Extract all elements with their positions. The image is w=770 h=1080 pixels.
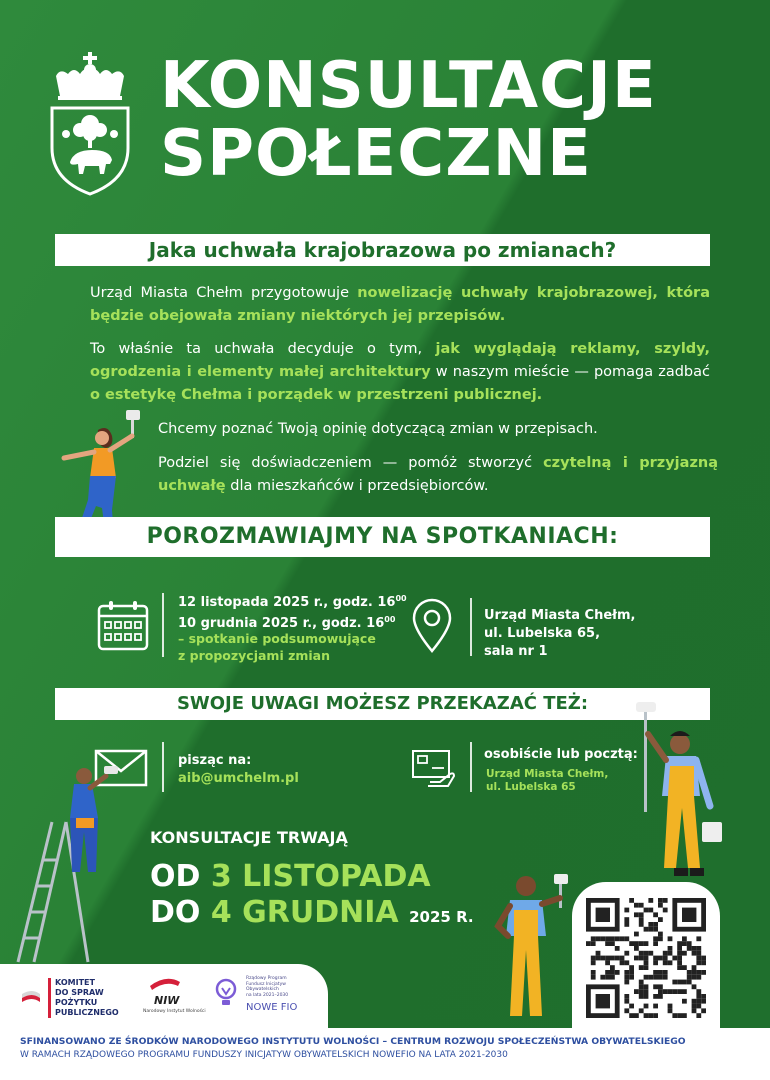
chelm-crest-icon [46, 50, 134, 198]
duration-from: OD 3 LISTOPADA [150, 859, 431, 894]
worker-roller-illustration [630, 700, 726, 886]
duration-label: KONSULTACJE TRWAJĄ [150, 828, 348, 847]
opinion-paragraph: Chcemy poznać Twoją opinię dotyczącą zmian w przepisach. [158, 421, 598, 437]
intro-paragraph [90, 282, 710, 328]
email-address: aib@umchelm.pl [178, 771, 299, 786]
meeting-date-2: 10 grudnia 2025 r., godz. $16^{00}$ [178, 615, 396, 631]
post-label: osobiście lub pocztą: [484, 747, 638, 762]
divider [470, 598, 472, 656]
title-line-2: SPOŁECZNE [160, 117, 592, 191]
meeting-note-2: z propozycjami zmian [178, 648, 330, 663]
share-text-2: dla mieszkańców i przedsiębiorców. [225, 478, 489, 494]
place-line-2: ul. Lubelska 65, [484, 626, 601, 641]
scope-text-2: w naszym mieście — pomaga zadbać [430, 364, 710, 380]
post-address-1: Urząd Miasta Chełm, [486, 768, 609, 780]
page-title [160, 49, 740, 191]
duration-to: DO 4 GRUDNIA 2025 R. [150, 895, 474, 930]
calendar-icon [96, 598, 150, 652]
scope-highlight-2: o estetykę Chełma i porządek w przestrzeni publicznej. [90, 387, 543, 403]
qr-container [572, 882, 720, 1028]
footer-program-line: W RAMACH RZĄDOWEGO PROGRAMU FUNDUSZY INICJATYW OBYWATELSKICH NOWEFIO NA LATA 2021-2030 [20, 1050, 508, 1060]
place-line-1: Urząd Miasta Chełm, [484, 608, 636, 623]
share-text-1: Podziel się doświadczeniem — pomóż stworzyć [158, 455, 544, 471]
niw-logo: NIW [154, 994, 180, 1007]
meeting-note-1: – spotkanie podsumowujące [178, 631, 376, 646]
post-address-2: ul. Lubelska 65 [486, 781, 576, 793]
scope-highlight-1: jak wyglądają reklamy, szyldy, ogrodzenia i elementy małej architektury [90, 341, 711, 380]
ladder-painter-illustration [14, 762, 124, 972]
mail-delivery-icon [410, 748, 458, 792]
write-label: pisząc na: [178, 753, 252, 768]
niw-subtitle: Narodowy Instytut Wolności [143, 1009, 206, 1014]
question-band: Jaka uchwała krajobrazowa po zmianach? [55, 234, 710, 266]
share-highlight: czytelną i przyjazną uchwałę [158, 455, 718, 494]
location-pin-icon [410, 596, 454, 654]
meeting-date-1: 12 listopada 2025 r., godz. $16^{00}$ [178, 594, 407, 610]
sponsor-logos [0, 964, 328, 1028]
remarks-band: SWOJE UWAGI MOŻESZ PRZEKAZAĆ TEŻ: [55, 688, 710, 720]
meetings-band: POROZMAWIAJMY NA SPOTKANIACH: [55, 517, 710, 557]
title-line-1: KONSULTACJE [160, 49, 657, 123]
intro-text: Urząd Miasta Chełm przygotowuje [90, 285, 358, 301]
divider [470, 742, 472, 792]
divider [162, 593, 164, 657]
place-line-3: sala nr 1 [484, 644, 548, 659]
scope-paragraph [90, 338, 710, 407]
poland-flag-icon [20, 990, 42, 1004]
worker-brush-illustration [486, 870, 576, 1028]
kdspp-logo: KOMITET DO SPRAW POŻYTKU PUBLICZNEGO [48, 978, 119, 1018]
lightbulb-icon [214, 978, 238, 1008]
fio-small-text: Rządowy Program Fundusz Inicjatyw Obywatelskich na lata 2021–2030 [246, 976, 289, 998]
qr-code[interactable] [586, 898, 706, 1018]
intro-highlight: nowelizację uchwały krajobrazowej, która będzie obejowała zmiany niektórych jej przepisów. [90, 285, 710, 324]
nowe-fio-logo: NOWE FIO [246, 1002, 298, 1013]
share-paragraph [158, 452, 718, 498]
footer-funding-line: SFINANSOWANO ZE ŚRODKÓW NARODOWEGO INSTYTUTU WOLNOŚCI – CENTRUM ROZWOJU SPOŁECZEŃSTWA OBYWATELSKIEGO [20, 1036, 686, 1047]
divider [162, 742, 164, 792]
scope-text-1: To właśnie ta uchwała decyduje o tym, [90, 341, 436, 357]
